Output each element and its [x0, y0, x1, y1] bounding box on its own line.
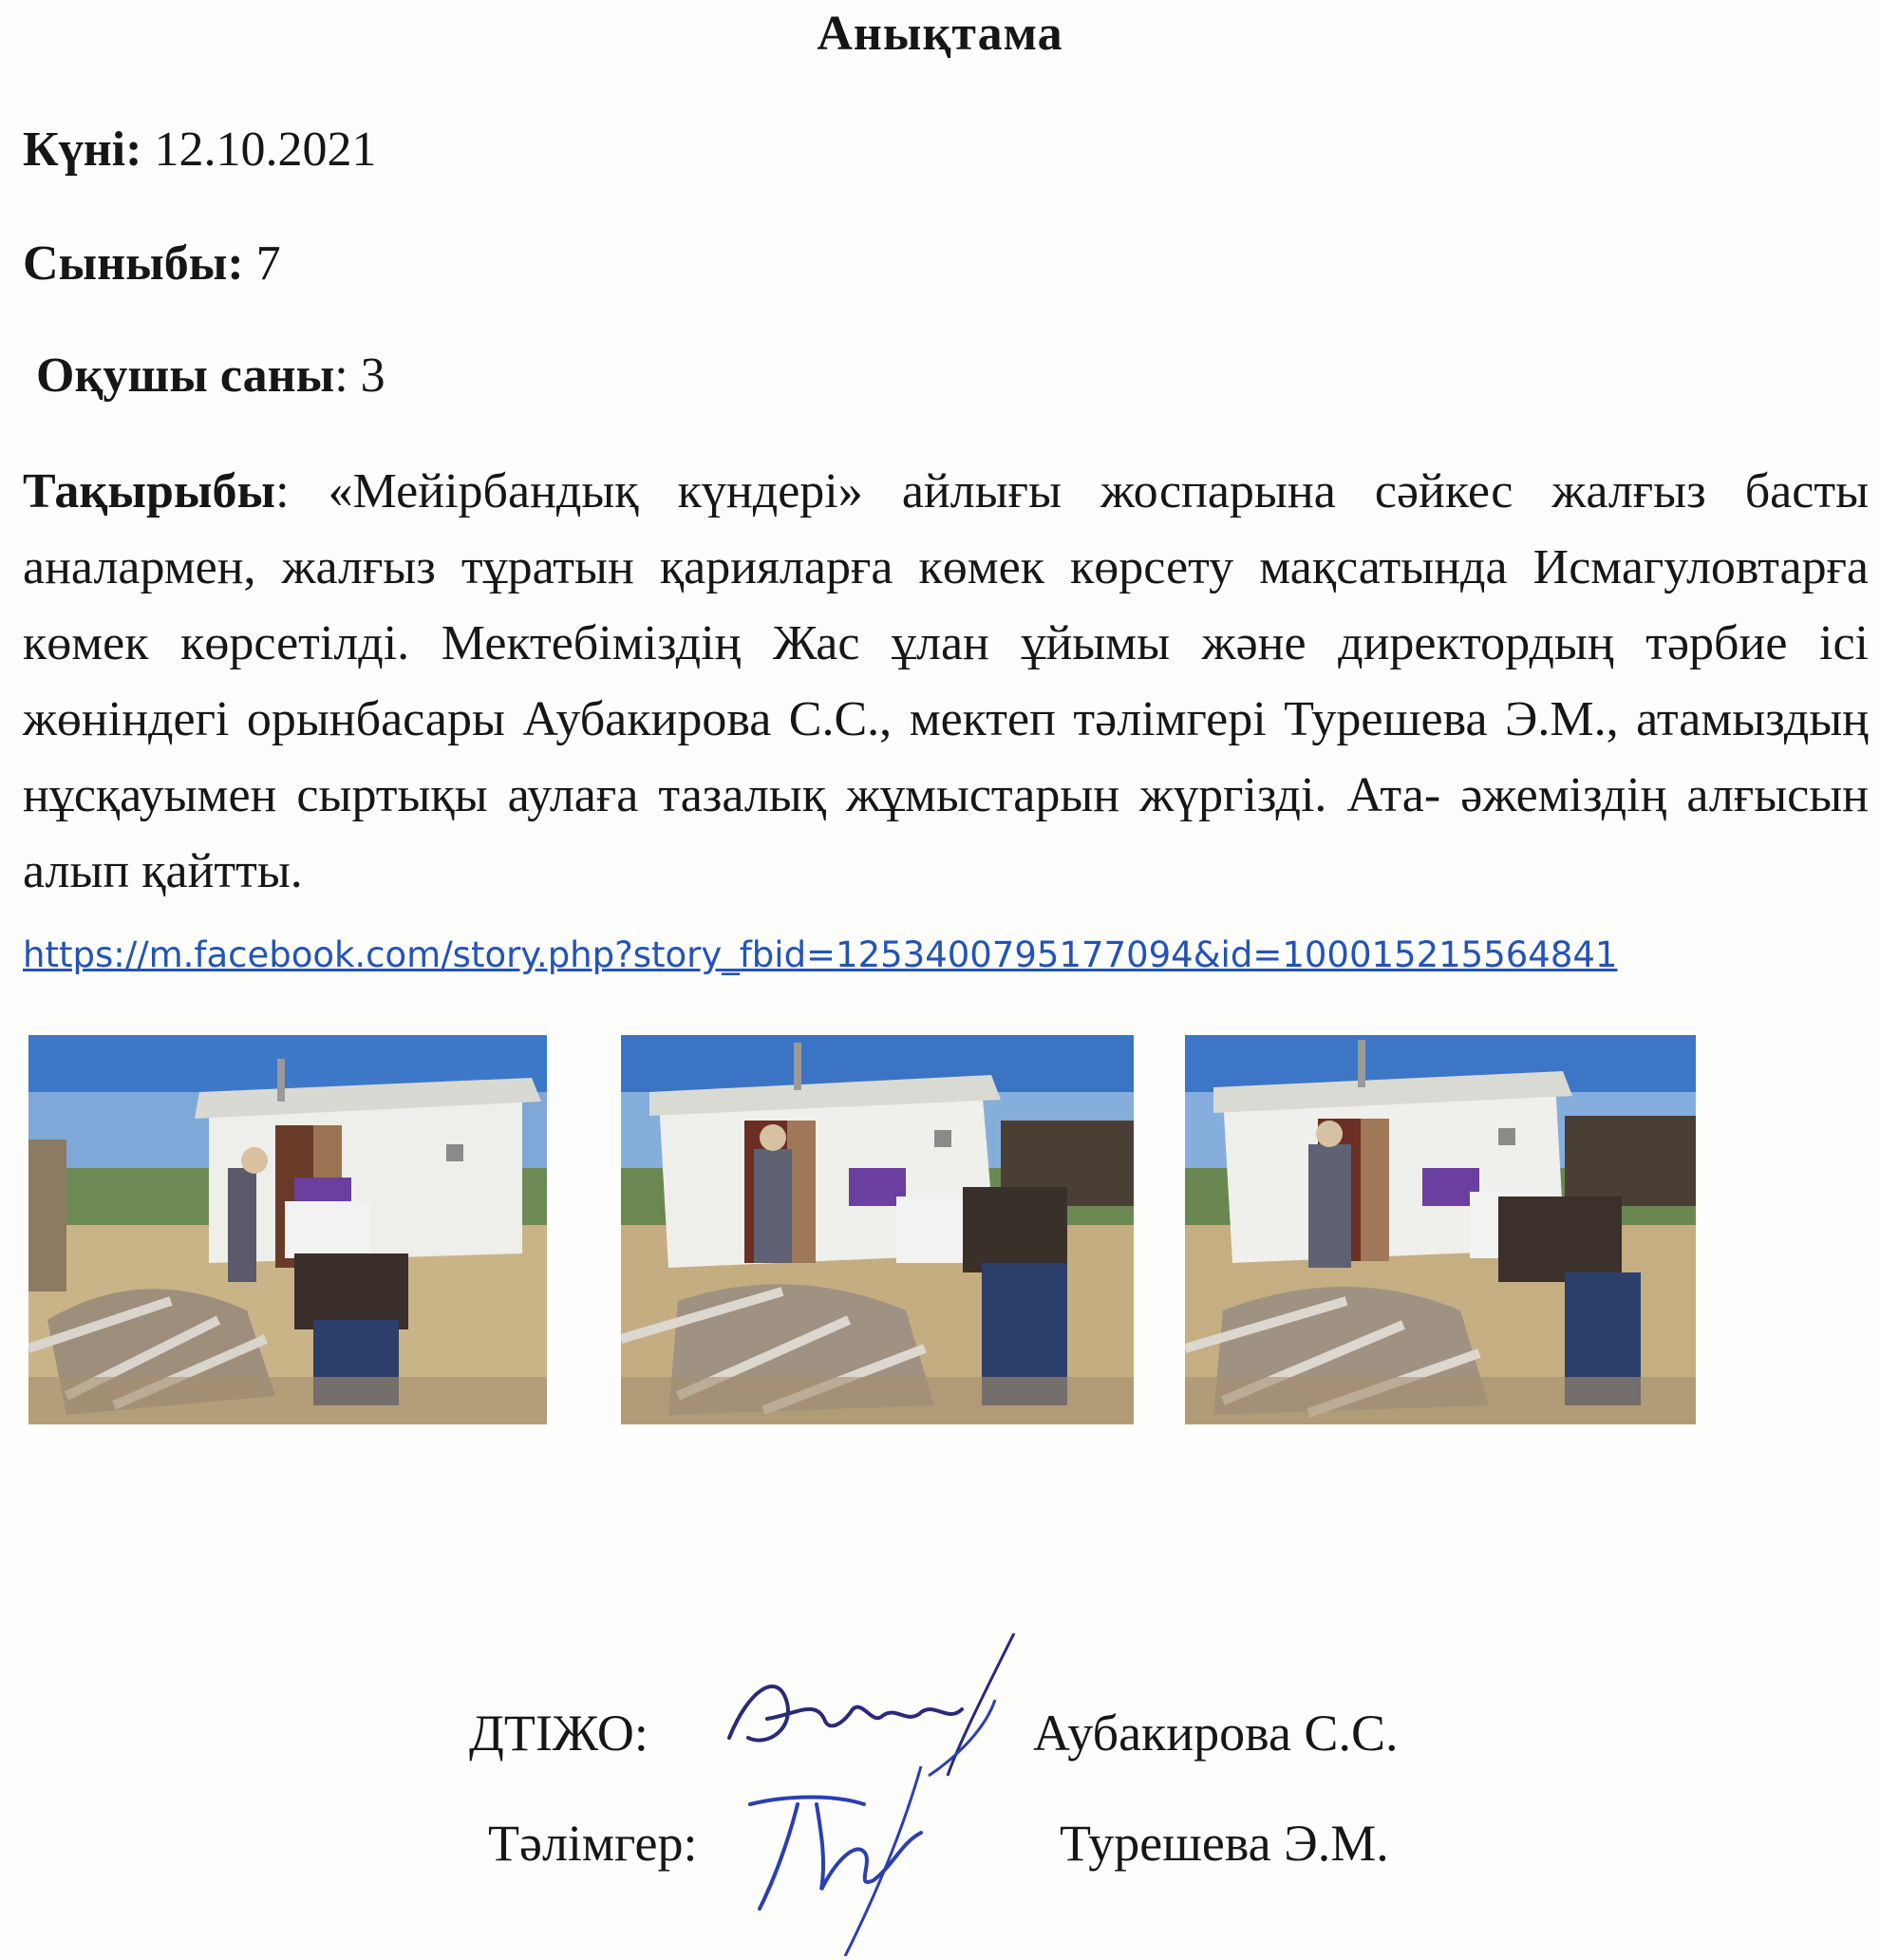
- signature-row-1-label: ДТІЖО:: [469, 1705, 649, 1762]
- students-field: [36, 348, 385, 404]
- signature-row-1-name: Аубакирова С.С.: [1033, 1705, 1399, 1762]
- class-field: [23, 236, 281, 292]
- signature-1-icon: [710, 1633, 1033, 1785]
- class-label: Сыныбы:: [23, 236, 244, 291]
- students-value: : 3: [334, 349, 385, 403]
- students-label: Оқушы саны: [36, 349, 335, 403]
- topic-paragraph: [23, 454, 1869, 910]
- date-value: 12.10.2021: [154, 122, 377, 177]
- photo-2: [621, 1035, 1134, 1424]
- class-value: 7: [255, 236, 281, 291]
- photo-3: [1185, 1035, 1696, 1424]
- topic-text: : «Мейірбандық күндері» айлығы жоспарына сәйкес жалғыз басты аналармен, жалғыз тұратын қарияларға көмек көрсету мақсатында Исмагуловтарға көмек көрсетілді. Мектебіміздің Жас ұлан ұйымы және директордың тәрбие ісі жөніндегі орынбасары Аубакирова С.С., мектеп тәлімгері Турешева Э.М., атамыздың нұсқауымен сыртықы аулаға тазалық жұмыстарын жүргізді. Ата- әжеміздің алғысын алып қайтты.: [23, 464, 1869, 898]
- signature-2-icon: [731, 1766, 959, 1956]
- photo-1: [28, 1035, 547, 1424]
- photo-image-icon: [1185, 1035, 1696, 1424]
- document-title: Анықтама: [817, 7, 1063, 61]
- signature-row-2-name: Турешева Э.М.: [1060, 1815, 1389, 1872]
- date-label: Күні:: [23, 122, 142, 177]
- signature-row-2-label: Тәлімгер:: [488, 1815, 698, 1872]
- date-field: [23, 122, 376, 178]
- photo-image-icon: [621, 1035, 1134, 1424]
- facebook-link[interactable]: https://m.facebook.com/story.php?story_fbid=1253400795177094&id=100015215564841: [23, 934, 1618, 975]
- topic-label: Тақырыбы: [23, 464, 276, 518]
- photo-image-icon: [28, 1035, 547, 1424]
